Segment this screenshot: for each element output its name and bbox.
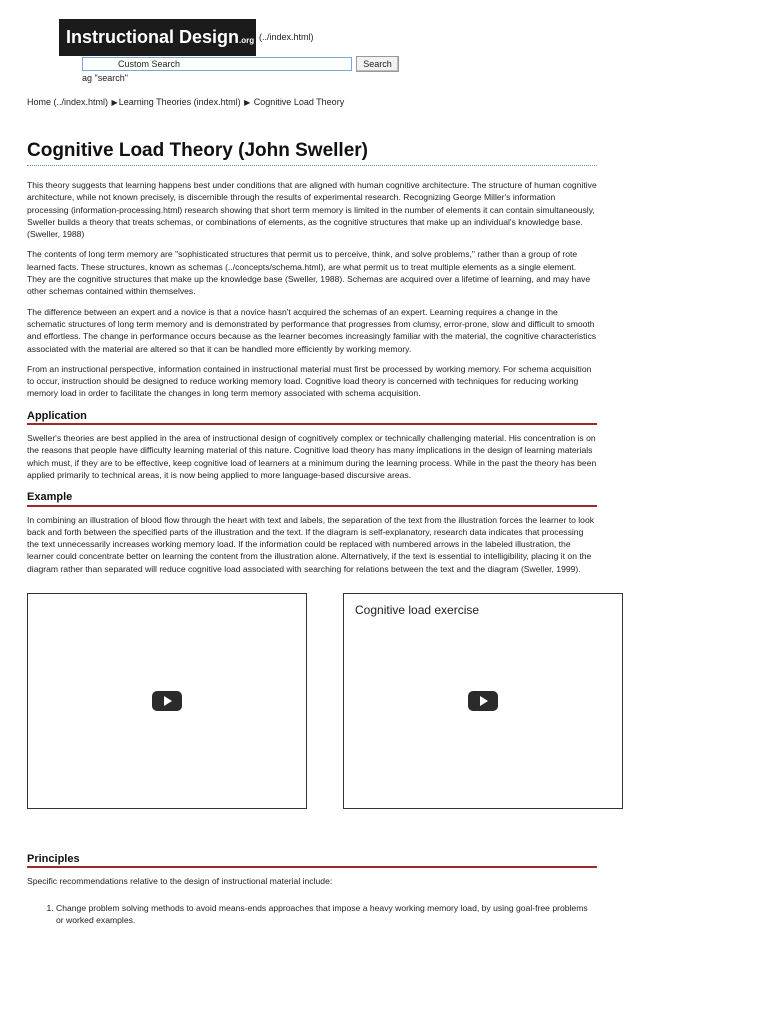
video-player[interactable] (343, 593, 623, 809)
search-button[interactable]: Search (356, 56, 399, 72)
principles-intro: Specific recommendations relative to the design of instructional material include: (27, 876, 333, 887)
logo-suffix: .org (239, 36, 255, 45)
intro-paragraph: From an instructional perspective, information contained in instructional material must first be processed by working memory. For schema acquisition to occur, instruction should be designed to reduce working memory load. Cognitive load theory is concerned with techniques for reducing working memory load in order to facilitate the changes in long term memory associated with schema acquisition. (27, 363, 592, 399)
site-logo[interactable] (59, 19, 256, 56)
breadcrumb-separator-icon: ▶ (244, 98, 251, 107)
breadcrumb (27, 97, 344, 107)
play-icon[interactable] (468, 691, 498, 711)
intro-paragraph: This theory suggests that learning happens best under conditions that are aligned with human cognitive architecture. The structure of human cognitive architecture, while not known precisely, is discernible through the results of experimental research. Recognizing George Miller's information processing (information-processing.html) research showing that short term memory is limited in the number of elements it can contain simultaneously, Sweller builds a theory that treats schemas, or combinations of elements, as the cognitive structures that make up an individual's knowledge base. (Sweller, 1988) (27, 180, 597, 240)
play-icon[interactable] (152, 691, 182, 711)
logo-link[interactable]: (../index.html) (259, 32, 314, 42)
breadcrumb-separator-icon: ▶ (111, 98, 118, 107)
application-paragraph: Sweller's theories are best applied in the area of instructional design of cognitively complex or technically challenging material. His concentration is on the reasons that people have difficulty learning material of this nature. Cognitive load theory has many implications in the design of learning materials which must, if they are to be effective, keep cognitive load of learners at a minimum during the learning process. While in the past the theory has been applied primarily to technical areas, it is now being applied to more language-based discursive areas. (27, 433, 597, 480)
application-heading: Application (27, 410, 597, 425)
example-paragraph: In combining an illustration of blood flow through the heart with text and labels, the separation of the text from the illustration forces the learner to look back and forth between the specified parts of the illustration and the text. If the diagram is self-explanatory, research data indicates that processing the text unnecessarily increases working memory load. If the information could be replaced with numbered arrows in the labeled illustration, the learner could concentrate better on learning the content from the illustration alone. Alternatively, if the text is essential to intelligibility, placing it on the diagram rather than separated will reduce cognitive load associated with searching for relations between the text and the diagram (Sweller, 1999). (27, 514, 595, 574)
principles-heading: Principles (27, 853, 597, 868)
search-note: ag "search" (82, 73, 128, 83)
breadcrumb-home[interactable]: Home (../index.html) (27, 97, 109, 107)
logo-text: Instructional Design (66, 27, 240, 47)
article-body (27, 179, 597, 926)
search-placeholder: Custom Search (118, 59, 181, 69)
search-input[interactable] (82, 57, 352, 71)
breadcrumb-learning-theories[interactable]: Learning Theories (index.html) (118, 97, 241, 107)
video-player[interactable] (27, 593, 307, 809)
video-embeds (27, 593, 623, 809)
example-heading: Example (27, 491, 597, 506)
video-title[interactable]: Cognitive load exercise (355, 603, 480, 618)
principles-list (27, 902, 597, 927)
principles-list-item: 1. Change problem solving methods to avoid means-ends approaches that impose a heavy working memory load, by using goal-free problems or worked examples. (56, 902, 597, 927)
intro-paragraph: The contents of long term memory are "sophisticated structures that permit us to perceive, think, and solve problems," rather than a group of rote learned facts. These structures, known as schemas (../concepts/schema.html), are what permit us to treat multiple elements as a single element. They are the cognitive structures that make up the knowledge base (Sweller, 1988). Schemas are acquired over a lifetime of learning, and may have other schemas contained within themselves. (27, 249, 591, 297)
page-title: Cognitive Load Theory (John Sweller) (27, 140, 597, 166)
intro-paragraph: The difference between an expert and a novice is that a novice hasn't acquired the schemas of an expert. Learning requires a change in the schematic structures of long term memory and is demonstrated by performance that progresses from clumsy, error-prone, slow and difficult to smooth and effortless. The change in performance occurs because as the learner becomes increasingly familiar with the material, the cognitive characteristics associated with the material are altered so that it can be handled more efficiently by working memory. (27, 306, 597, 354)
breadcrumb-current: Cognitive Load Theory (253, 97, 345, 107)
